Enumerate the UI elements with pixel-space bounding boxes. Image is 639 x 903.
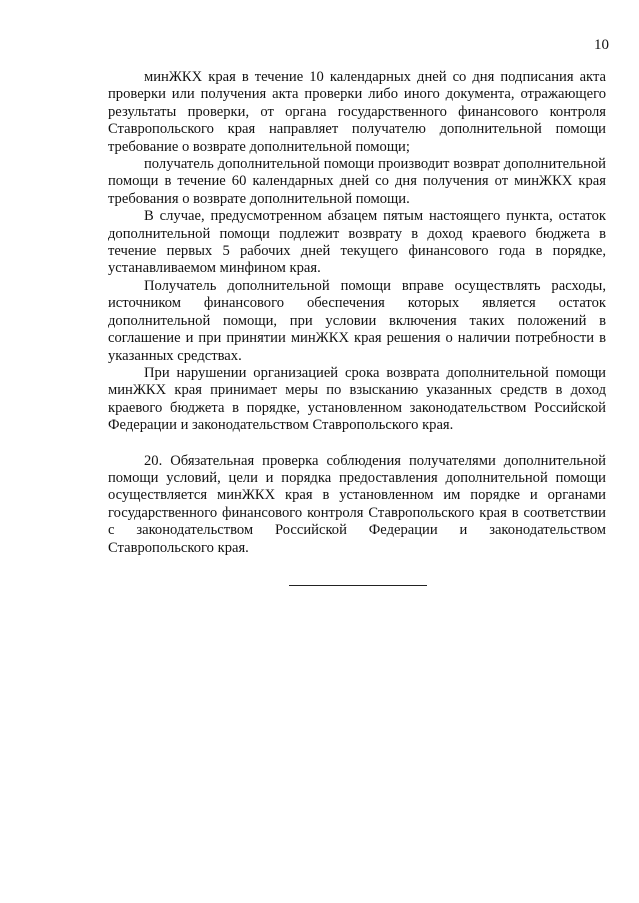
page-number: 10 xyxy=(594,37,609,53)
paragraph-refund-term: получатель дополнительной помощи производит возврат дополнительной помощи в течение 60 календарных дней со дня получения от минЖКХ края требования о возврате дополнительной помощи. xyxy=(108,156,606,207)
paragraph-balance-expenses: Получатель дополнительной помощи вправе осуществлять расходы, источником финансового обеспечения которых является остаток дополнительной помощи, при условии включения таких положений в соглашение и при принятии минЖКХ края решения о наличии потребности в указанных средствах. xyxy=(108,277,606,364)
paragraph-recovery-measures: При нарушении организацией срока возврата дополнительной помощи минЖКХ края принимает меры по взысканию указанных средств в доход краевого бюджета в порядке, установленном законодательством Российской Федерации и законодательством Ставропольского края. xyxy=(108,364,606,434)
end-divider-line xyxy=(289,585,427,586)
paragraph-balance-return: В случае, предусмотренном абзацем пятым настоящего пункта, остаток дополнительной помощи подлежит возврату в доход краевого бюджета в течение первых 5 рабочих дней текущего финансового года в порядке, устанавливаемом минфином края. xyxy=(108,208,606,277)
document-body xyxy=(108,69,606,557)
paragraph-clause-20: 20. Обязательная проверка соблюдения получателями дополнительной помощи условий, цели и порядка предоставления дополнительной помощи осуществляется минЖКХ края в установленном им порядке и органами государственного финансового контроля Ставропольского края в соответствии с законодательством Российской Федерации и законодательством Ставропольского края. xyxy=(108,452,606,556)
paragraph-refund-demand: минЖКХ края в течение 10 календарных дней со дня подписания акта проверки или получения акта проверки либо иного документа, отражающего результаты проверки, от органа государственного финансового контроля Ставропольского края направляет получателю дополнительной помощи требование о возврате дополнительной помощи; xyxy=(108,69,606,155)
